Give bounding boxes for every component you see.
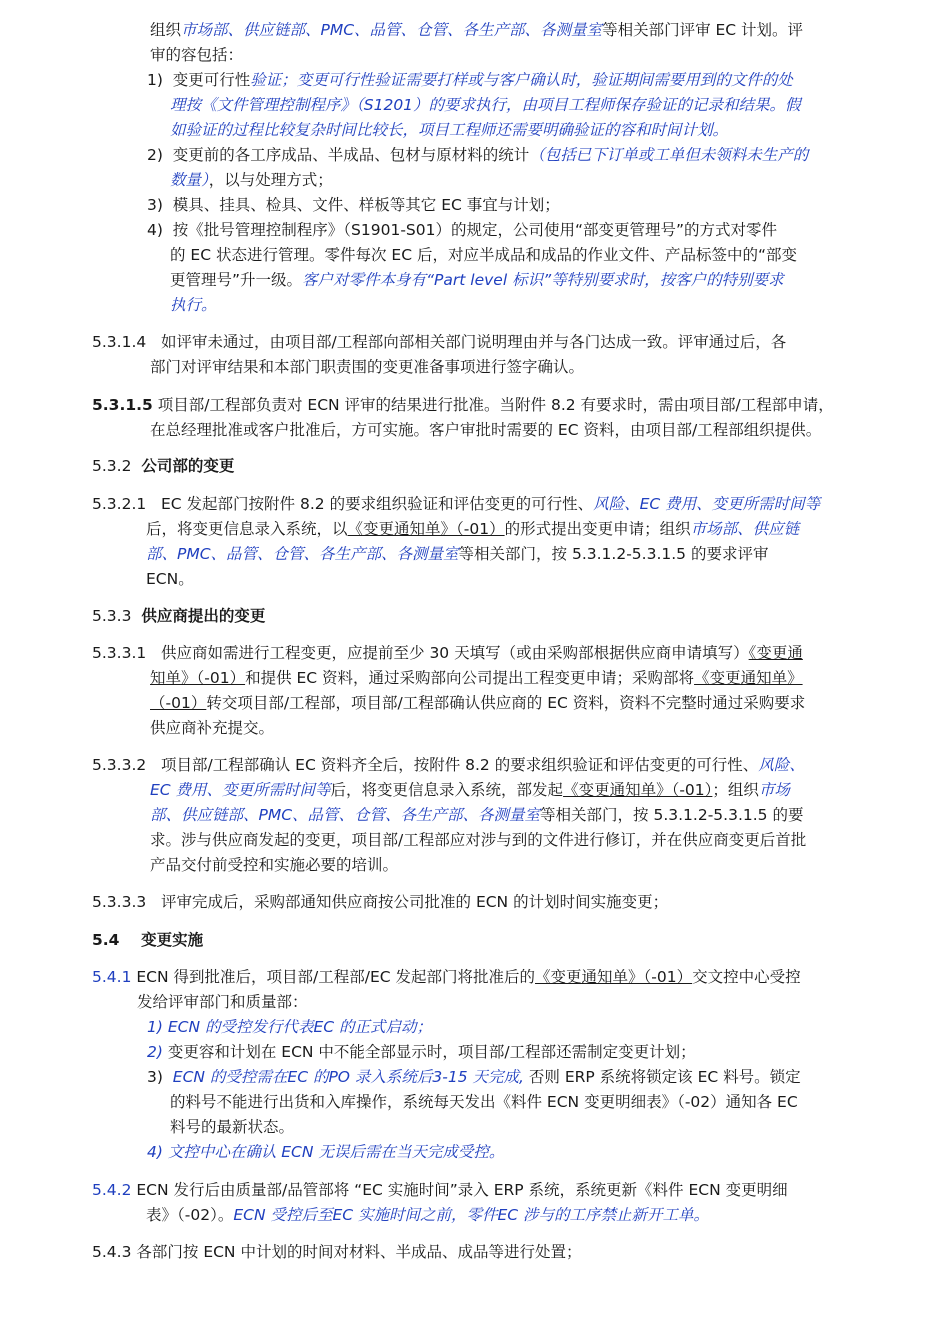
list-item-1 <box>147 70 793 90</box>
note: 客户对零件本身有“Part level 标识”等特别要求时，按客户的特别要求 <box>302 271 784 289</box>
section-5-3-1-4-cont: 部门对评审结果和本部门职责围的变更准备事项进行签字确认。 <box>150 358 585 376</box>
list-item: 4) 文控中心在确认 ECN 无误后需在当天完成受控。 <box>147 1143 505 1161</box>
section-5-3-3-2 <box>92 755 805 775</box>
text: 否则 ERP 系统将锁定该 EC 料号。锁定 <box>528 1068 801 1086</box>
section-5-4-2 <box>92 1180 788 1200</box>
heading-title: 供应商提出的变更 <box>141 607 266 625</box>
text: 各部门按 ECN 中计划的时间对材料、半成品、成品等进行处置； <box>136 1243 582 1261</box>
section-number: 5.3.2 <box>92 457 132 475</box>
list-item-4-cont: 的 EC 状态进行管理。零件每次 EC 后，对应半成品和成品的作业文件、产品标签中的“部变 <box>170 246 797 264</box>
section-5-3-1-5 <box>92 395 834 415</box>
section-5-3-3-2-cont <box>150 780 790 800</box>
section-5-3-3-3 <box>92 892 668 912</box>
note: ECN 的受控需在EC 的PO 录入系统后3-15 天完成, <box>172 1068 524 1086</box>
heading-5-3-2 <box>92 456 234 476</box>
section-5-4-1-cont: 发给评审部门和质量部： <box>137 993 308 1011</box>
section-number: 5.3.3.1 <box>92 644 147 662</box>
text: 转交项目部/工程部，项目部/工程部确认供应商的 EC 资料，资料不完整时通过采购要求 <box>206 694 806 712</box>
text: ；组织 <box>712 781 759 799</box>
list-item-2-cont <box>170 170 333 190</box>
text: 后，将变更信息录入系统，以 <box>146 520 348 538</box>
list-item <box>147 1042 696 1062</box>
section-5-3-3-2-cont <box>150 805 803 825</box>
dept-list: 部、PMC、品管、仓管、各生产部、各测量室 <box>146 545 459 563</box>
heading-title: 变更实施 <box>141 931 204 949</box>
section-5-3-3-1 <box>92 643 803 663</box>
form-reference: 《变更通知单》（-01） <box>535 968 693 986</box>
form-reference: （-01） <box>150 694 207 712</box>
text: 组织 <box>150 21 182 39</box>
section-5-3-3-2-cont: 产品交付前受控和实施必要的培训。 <box>150 856 399 874</box>
section-5-3-3-1-cont: 供应商补充提交。 <box>150 719 275 737</box>
section-5-3-1-5-cont: 在总经理批准或客户批准后，方可实施。客户审批时需要的 EC 资料，由项目部/工程部组织提供。 <box>150 421 822 439</box>
list-item <box>147 1067 801 1087</box>
item-number: 3) <box>147 1068 163 1086</box>
note: （包括已下订单或工单但未领料未生产的 <box>529 146 809 164</box>
text: 按《批号管理控制程序》（S1901-S01）的规定，公司使用“部变更管理号”的方式对零件 <box>172 221 778 239</box>
list-item-4-cont <box>170 270 784 290</box>
section-5-3-2-1 <box>92 494 820 514</box>
text: 等相关部门，按 5.3.1.2-5.3.1.5 的要 <box>540 806 804 824</box>
heading-5-4 <box>92 930 203 950</box>
section-5-4-1 <box>92 967 801 987</box>
list-item-4 <box>147 220 777 240</box>
section-number: 5.4.1 <box>92 968 132 986</box>
list-item-1-cont: 理按《文件管理控制程序》（S1201）的要求执行，由项目工程师保存验证的记录和结果。假 <box>170 96 801 114</box>
text: 模具、挂具、检具、文件、样板等其它 EC 事宜与计划； <box>172 196 560 214</box>
text: 的形式提出变更申请；组织 <box>504 520 691 538</box>
section-5-3-2-1-cont: ECN。 <box>146 570 194 588</box>
form-reference: 《变更通知单》 <box>694 669 803 687</box>
note: EC 费用、变更所需时间等 <box>150 781 331 799</box>
section-5-3-3-1-cont <box>150 693 805 713</box>
item-number: 2) <box>147 1043 163 1061</box>
text: 等相关部门评审 EC 计划。评 <box>602 21 804 39</box>
text: EC 发起部门按附件 8.2 的要求组织验证和评估变更的可行性、 <box>161 495 594 513</box>
note: 验证；变更可行性验证需要打样或与客户确认时，验证期间需要用到的文件的处 <box>250 71 793 89</box>
text: 更管理号”升一级。 <box>170 271 303 289</box>
section-5-3-1-4 <box>92 332 786 352</box>
section-number: 5.4.2 <box>92 1181 132 1199</box>
text: 和提供 EC 资料，通过采购部向公司提出工程变更申请；采购部将 <box>245 669 695 687</box>
text: 变更前的各工序成品、半成品、包材与原材料的统计 <box>172 146 530 164</box>
text: ，以与处理方式； <box>208 171 333 189</box>
item-number: 2) <box>147 146 163 164</box>
text: ECN 发行后由质量部/品管部将 “EC 实施时间”录入 ERP 系统，系统更新《料件 ECN 变更明细 <box>136 1181 788 1199</box>
text: 评审完成后，采购部通知供应商按公司批准的 ECN 的计划时间实施变更； <box>161 893 669 911</box>
text: ECN 得到批准后，项目部/工程部/EC 发起部门将批准后的 <box>136 968 536 986</box>
form-reference: 《变更通 <box>748 644 803 662</box>
list-item-1-cont: 如验证的过程比较复杂时间比较长，项目工程师还需要明确验证的容和时间计划。 <box>170 121 729 139</box>
form-reference: 《变更通知单》（-01） <box>563 781 713 799</box>
intro-line-2: 审的容包括： <box>150 46 244 64</box>
text: 变更容和计划在 ECN 中不能全部显示时，项目部/工程部还需制定变更计划； <box>167 1043 696 1061</box>
section-5-4-3 <box>92 1242 581 1262</box>
list-item-3 <box>147 195 560 215</box>
heading-5-3-3 <box>92 606 265 626</box>
section-5-4-2-cont <box>146 1205 709 1225</box>
section-number: 5.4.3 <box>92 1243 132 1261</box>
list-item-4-cont: 执行。 <box>170 296 217 314</box>
list-item-cont: 的料号不能进行出货和入库操作，系统每天发出《料件 ECN 变更明细表》（-02）通知各 EC <box>170 1093 798 1111</box>
text: 供应商如需进行工程变更，应提前至少 30 天填写（或由采购部根据供应商申请填写） <box>161 644 749 662</box>
item-number: 4) <box>147 221 163 239</box>
section-5-3-2-1-cont <box>146 544 768 564</box>
text: 项目部/工程部确认 EC 资料齐全后，按附件 8.2 的要求组织验证和评估变更的可行性、 <box>161 756 759 774</box>
section-number: 5.3.3.3 <box>92 893 147 911</box>
dept-list: 部、供应链部、PMC、品管、仓管、各生产部、各测量室 <box>150 806 541 824</box>
form-reference: 知单》（-01） <box>150 669 246 687</box>
dept-list: 市场部、供应链部、PMC、品管、仓管、各生产部、各测量室 <box>181 21 603 39</box>
item-number: 3) <box>147 196 163 214</box>
text: 表》（-02）。 <box>146 1206 234 1224</box>
text: 等相关部门，按 5.3.1.2-5.3.1.5 的要求评审 <box>458 545 769 563</box>
section-number: 5.4 <box>92 931 120 949</box>
section-number: 5.3.3 <box>92 607 132 625</box>
list-item: 1) ECN 的受控发行代表EC 的正式启动； <box>147 1018 433 1036</box>
dept-list: 市场 <box>758 781 790 799</box>
section-number: 5.3.2.1 <box>92 495 147 513</box>
section-number: 5.3.1.4 <box>92 333 147 351</box>
dept-list: 市场部、供应链 <box>690 520 800 538</box>
list-item-cont: 料号的最新状态。 <box>170 1118 295 1136</box>
heading-title: 公司部的变更 <box>141 457 235 475</box>
intro-line-1 <box>150 20 803 40</box>
text: 后，将变更信息录入系统，部发起 <box>330 781 564 799</box>
text: 交文控中心受控 <box>692 968 801 986</box>
note: 风险、EC 费用、变更所需时间等 <box>593 495 821 513</box>
section-number: 5.3.1.5 <box>92 396 153 414</box>
section-5-3-3-1-cont <box>150 668 803 688</box>
text: 变更可行性 <box>172 71 251 89</box>
form-reference: 《变更通知单》（-01） <box>347 520 505 538</box>
section-number: 5.3.3.2 <box>92 756 147 774</box>
note: 数量） <box>170 171 209 189</box>
section-5-3-2-1-cont <box>146 519 799 539</box>
item-number: 1) <box>147 71 163 89</box>
text: 项目部/工程部负责对 ECN 评审的结果进行批准。当附件 8.2 有要求时，需由项目部/工程部申请， <box>157 396 834 414</box>
text: 如评审未通过，由项目部/工程部向部相关部门说明理由并与各门达成一致。评审通过后，各 <box>161 333 787 351</box>
list-item-2 <box>147 145 808 165</box>
note: ECN 受控后至EC 实施时间之前，零件EC 涉与的工序禁止新开工单。 <box>233 1206 710 1224</box>
section-5-3-3-2-cont: 求。涉与供应商发起的变更，项目部/工程部应对涉与到的文件进行修订，并在供应商变更后首批 <box>150 831 807 849</box>
note: 风险、 <box>758 756 805 774</box>
